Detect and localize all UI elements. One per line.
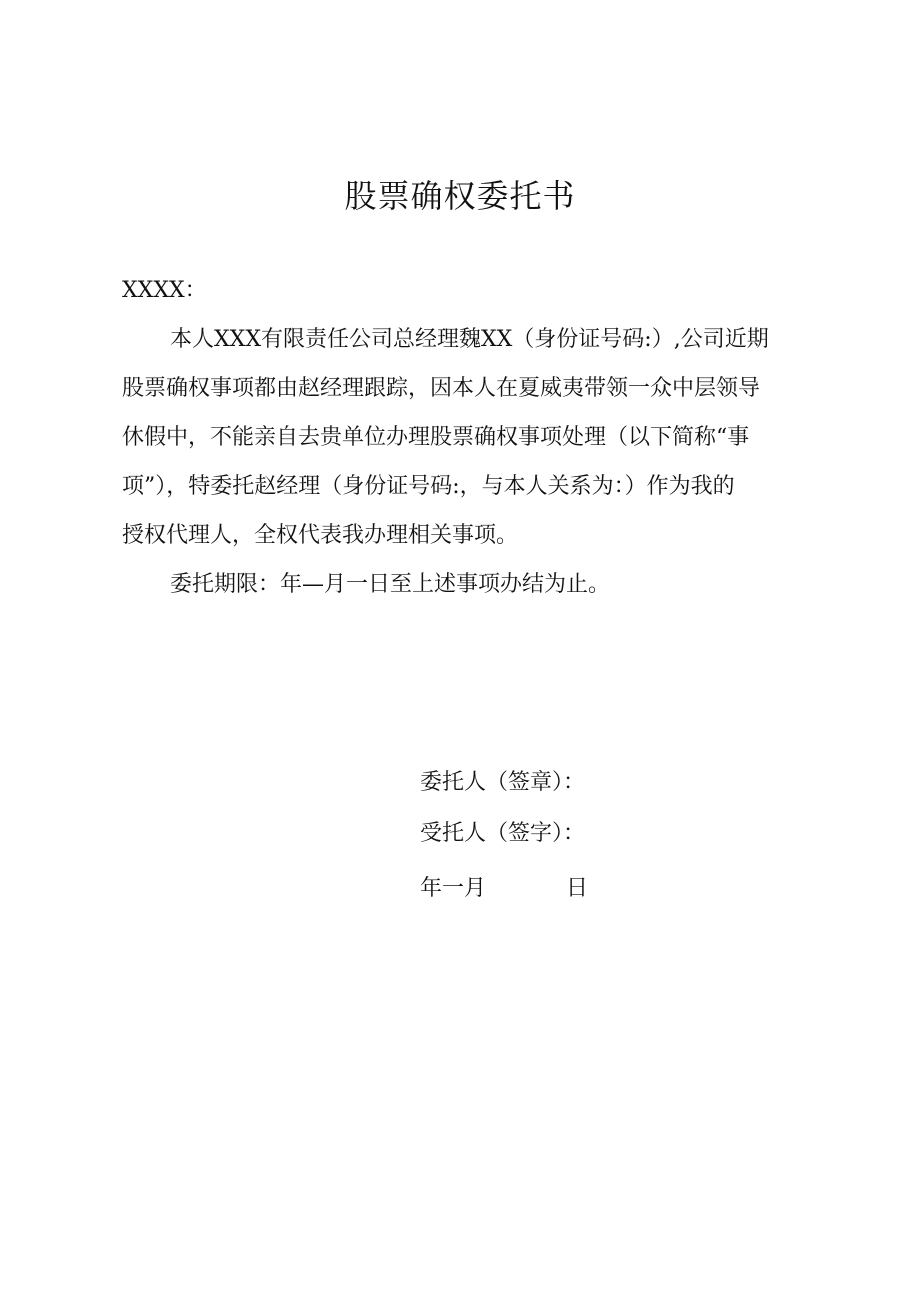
term-line: 委托期限：年—月一日至上述事项办结为止。 (170, 572, 611, 597)
date-prefix: 年一月 (420, 876, 487, 901)
principal-signature-line: 委托人（签章）： (420, 770, 586, 795)
date-day: 日 (566, 876, 589, 901)
body-line-1: 本人XXX有限责任公司总经理魏XX（身份证号码:）,公司近期 (170, 327, 769, 352)
salutation: XXXX： (122, 278, 207, 303)
body-line-3: 休假中，不能亲自去贵单位办理股票确权事项处理（以下简称“事 (122, 425, 750, 450)
agent-signature-line: 受托人（签字）： (420, 821, 586, 846)
date-line (420, 864, 588, 913)
document-title: 股票确权委托书 (344, 177, 576, 215)
body-line-4: 项”），特委托赵经理（身份证号码:，与本人关系为：）作为我的 (122, 474, 735, 499)
body-line-5: 授权代理人，全权代表我办理相关事项。 (122, 523, 519, 548)
body-paragraph (122, 315, 812, 560)
body-line-2: 股票确权事项都由赵经理跟踪，因本人在夏威夷带领一众中层领导 (122, 376, 761, 401)
